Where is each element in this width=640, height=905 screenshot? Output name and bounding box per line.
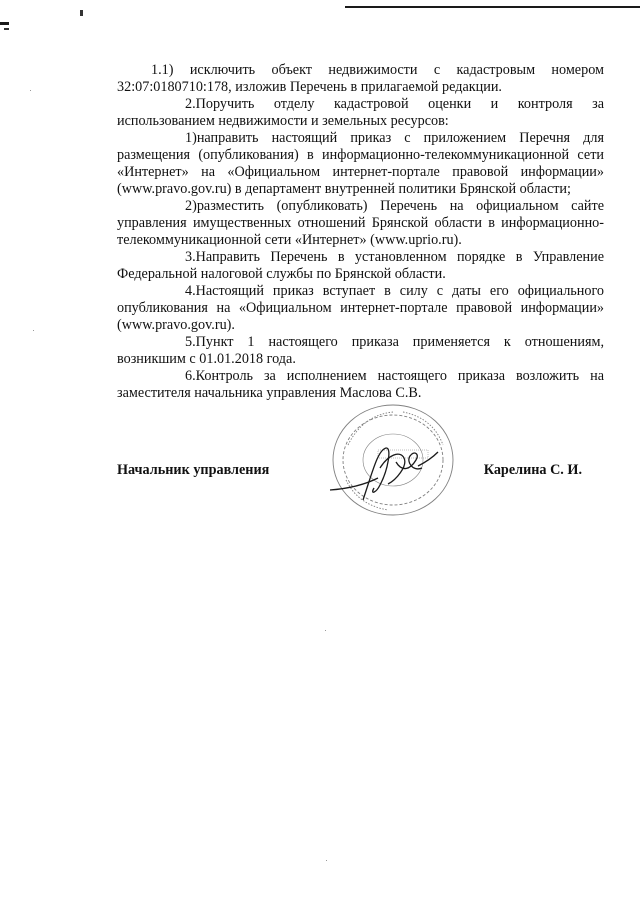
paragraph-text: Пункт 1 настоящего приказа применяется к отношениям, возникшим с 01.01.2018 года. (117, 334, 604, 367)
paragraph (117, 334, 604, 368)
paragraph (117, 368, 604, 402)
signatory-position: Начальник управления (117, 462, 270, 478)
paragraph-number: 4. (185, 283, 196, 299)
scan-mark (4, 28, 9, 30)
paragraph (117, 62, 604, 96)
paragraph-text: 1.1) исключить объект недвижимости с кадастровым номером 32:07:0180710:178, изложив Перечень в прилагаемой редакции. (117, 62, 604, 95)
scan-mark (0, 22, 9, 25)
paragraph-text: Направить Перечень в установленном порядке в Управление Федеральной налоговой службы по Брянской области. (117, 249, 604, 282)
scan-speck (326, 860, 327, 861)
scan-speck (30, 90, 31, 91)
paragraph-text: Поручить отделу кадастровой оценки и контроля за использованием недвижимости и земельных ресурсов: (117, 96, 604, 129)
document-body (117, 62, 604, 402)
paragraph (117, 198, 604, 249)
paragraph-text: Контроль за исполнением настоящего приказа возложить на заместителя начальника управления Маслова С.В. (117, 368, 604, 401)
paragraph (117, 130, 604, 198)
paragraph-number: 5. (185, 334, 196, 350)
paragraph-text: Настоящий приказ вступает в силу с даты его официального опубликования на «Официальном интернет-портале правовой информации» (www.pravo.gov.ru). (117, 283, 604, 333)
scan-edge-line (345, 6, 640, 8)
scan-speck (33, 330, 34, 331)
scan-mark (80, 10, 83, 16)
paragraph-number: 1) (185, 130, 197, 146)
paragraph (117, 249, 604, 283)
paragraph-text: направить настоящий приказ с приложением Перечня для размещения (опубликования) в информационно-телекоммуникационной сети «Интернет» на «Официальном интернет-портале правовой информации» (www.pravo.gov.ru) в департамент внутренней политики Брянской области; (117, 130, 604, 197)
paragraph (117, 283, 604, 334)
signatory-name: Карелина С. И. (483, 462, 582, 478)
paragraph-number: 3. (185, 249, 196, 265)
paragraph-number: 2) (185, 198, 197, 214)
paragraph-text: разместить (опубликовать) Перечень на официальном сайте управления имущественных отношений Брянской области в информационно-телекоммуникационной сети «Интернет» (www.uprio.ru). (117, 198, 604, 248)
paragraph (117, 96, 604, 130)
scan-speck (325, 630, 326, 631)
signature-block (117, 462, 604, 482)
paragraph-number: 2. (185, 96, 196, 112)
paragraph-number: 6. (185, 368, 196, 384)
